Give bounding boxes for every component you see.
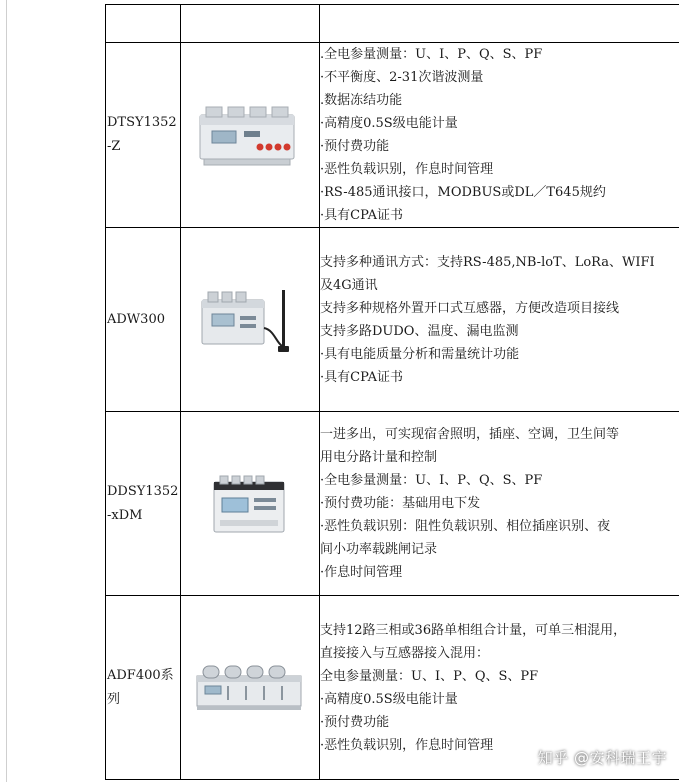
feature-line: ·高精度0.5S级电能计量: [320, 116, 458, 131]
model-name: DDSY1352-xDM: [107, 483, 179, 523]
feature-line: 支持多种通讯方式：支持RS-485,NB-loT、LoRa、WIFI: [320, 254, 655, 270]
features-cell: [320, 412, 679, 596]
feature-line: 一进多出，可实现宿舍照明，插座、空调，卫生间等: [320, 427, 620, 442]
model-name: ADF400系列: [107, 667, 174, 707]
image-cell: [181, 596, 320, 780]
features-cell: [320, 43, 679, 228]
features-cell: [320, 228, 679, 412]
feature-line: ·预付费功能：基础用电下发: [320, 496, 481, 511]
feature-list: [320, 423, 679, 584]
feature-line: ·高精度0.5S级电能计量: [320, 691, 458, 707]
wireless-meter-with-antenna-icon: [198, 280, 302, 360]
feature-line: ·具有CPA证书: [320, 208, 404, 223]
feature-list: [320, 251, 679, 389]
feature-line: 用电分路计量和控制: [320, 450, 438, 465]
multi-module-meter-array-icon: [195, 662, 305, 714]
image-cell: [181, 228, 320, 412]
table-row: [106, 228, 679, 412]
model-cell: [106, 5, 181, 43]
table-row: [106, 43, 679, 228]
feature-line: 全电参量测量：U、I、P、Q、S、PF: [320, 668, 539, 684]
model-name: DTSY1352-Z: [107, 115, 177, 154]
feature-line: ·恶性负载识别：阻性负载识别、相位插座识别、夜: [320, 519, 611, 534]
feature-line: ·恶性负载识别，作息时间管理: [320, 162, 494, 177]
model-cell: [106, 43, 181, 228]
feature-line: ·具有CPA证书: [320, 369, 404, 385]
feature-line: 间小功率载跳闸记录: [320, 542, 438, 557]
model-name: ADW300: [107, 311, 165, 327]
feature-list: [320, 619, 679, 757]
feature-line: .全电参量测量：U、I、P、Q、S、PF: [320, 47, 543, 62]
din-rail-three-phase-meter-icon: [198, 103, 302, 167]
page-margin-line: [6, 0, 7, 782]
image-cell: [181, 43, 320, 228]
feature-line: 支持多路DUDO、温度、漏电监测: [320, 323, 519, 339]
feature-line: 及4G通讯: [320, 277, 378, 293]
table-row: [106, 412, 679, 596]
feature-line: 支持多种规格外置开口式互感器，方便改造项目接线: [320, 300, 620, 316]
features-cell: [320, 5, 679, 43]
model-cell: [106, 596, 181, 780]
feature-line: .数据冻结功能: [320, 93, 403, 108]
feature-line: ·RS-485通讯接口，MODBUS或DL／T645规约: [320, 185, 606, 200]
single-phase-multi-circuit-meter-icon: [210, 472, 290, 536]
image-cell: [181, 412, 320, 596]
feature-line: 直接接入与互感器接入混用：: [320, 645, 490, 661]
feature-line: ·预付费功能: [320, 714, 390, 730]
model-cell: [106, 412, 181, 596]
watermark: 知乎 @安科瑞王宇: [537, 749, 667, 767]
image-cell: [181, 5, 320, 43]
product-spec-table: [105, 4, 679, 780]
feature-line: ·作息时间管理: [320, 565, 403, 580]
feature-line: 支持12路三相或36路单相组合计量，可单三相混用，: [320, 622, 627, 638]
feature-line: ·不平衡度、2-31次谐波测量: [320, 70, 484, 85]
feature-line: ·具有电能质量分析和需量统计功能: [320, 346, 520, 362]
feature-list: [320, 43, 679, 227]
feature-line: ·全电参量测量：U、I、P、Q、S、PF: [320, 473, 543, 488]
feature-line: ·预付费功能: [320, 139, 390, 154]
table-row: [106, 5, 679, 43]
model-cell: [106, 228, 181, 412]
feature-line: ·恶性负载识别，作息时间管理: [320, 737, 494, 753]
